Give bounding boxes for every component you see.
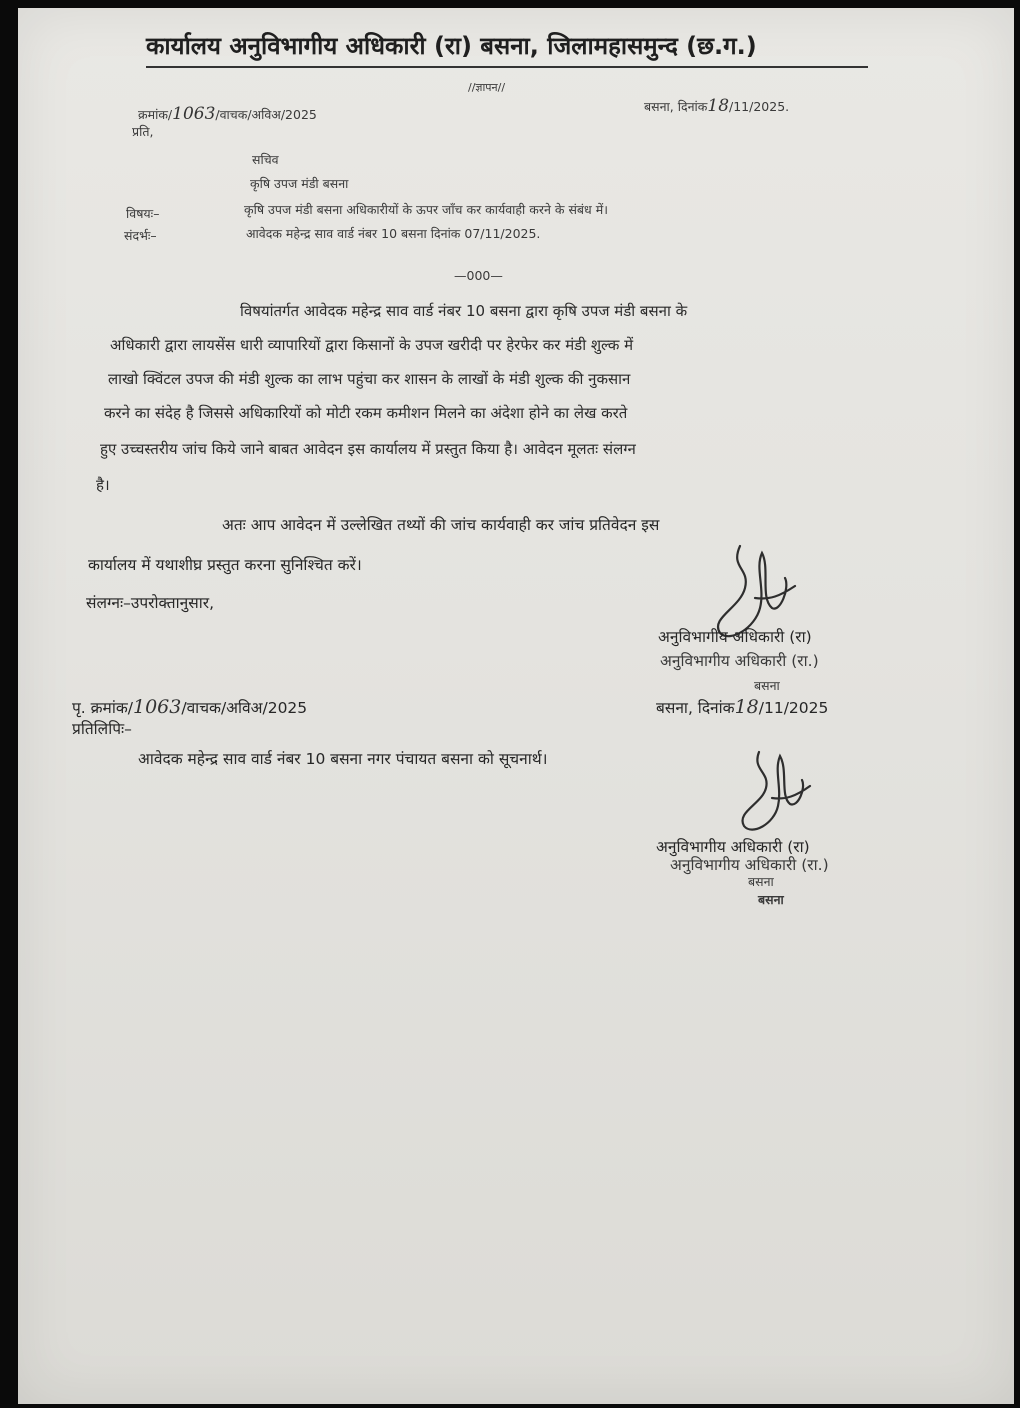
subject-label: विषयः– xyxy=(126,206,160,221)
reference-text: आवेदक महेन्द्र साव वार्ड नंबर 10 बसना दिनांक 07/11/2025. xyxy=(246,226,541,241)
ref-date: बसना, दिनांक18/11/2025. xyxy=(644,96,790,116)
copy-ref-number: पृ. क्रमांक/1063/वाचक/अविअ/2025 xyxy=(72,696,308,718)
para1-line: हुए उच्चस्तरीय जांच किये जाने बाबत आवेदन इस कार्यालय में प्रस्तुत किया है। आवेदन मूलतः संलग्न xyxy=(100,440,636,458)
subject-text: कृषि उपज मंडी बसना अधिकारीयों के ऊपर जाँच कर कार्यवाही करने के संबंध में। xyxy=(244,202,608,217)
para1-line: अधिकारी द्वारा लायसेंस धारी व्यापारियों द्वारा किसानों के उपज खरीदी पर हेरफेर कर मंडी शुल्क में xyxy=(110,336,634,354)
section-divider: —000— xyxy=(454,268,503,283)
copy-ref-number-handwritten: 1063 xyxy=(132,696,182,718)
memo-label: //ज्ञापन// xyxy=(468,81,506,94)
signature-1-stamp: अनुविभागीय अधिकारी (रा.) xyxy=(660,652,819,670)
copy-recipient-line: आवेदक महेन्द्र साव वार्ड नंबर 10 बसना नगर पंचायत बसना को सूचनार्थ। xyxy=(138,750,548,768)
copy-ref-date-handwritten: 18 xyxy=(734,696,759,718)
recipient-office: कृषि उपज मंडी बसना xyxy=(250,176,349,191)
title-underline xyxy=(146,66,868,68)
para1-line: विषयांतर्गत आवेदक महेन्द्र साव वार्ड नंबर 10 बसना द्वारा कृषि उपज मंडी बसना के xyxy=(240,302,688,320)
copy-label: प्रतिलिपिः– xyxy=(72,720,132,738)
office-title: कार्यालय अनुविभागीय अधिकारी (रा) बसना, जिलामहासमुन्द (छ.ग.) xyxy=(146,32,757,60)
para1-line: करने का संदेह है जिससे अधिकारियों को मोटी रकम कमीशन मिलने का अंदेशा होने का लेख करते xyxy=(104,404,628,422)
para2-line: कार्यालय में यथाशीघ्र प्रस्तुत करना सुनिश्चित करें। xyxy=(88,556,362,574)
signature-1-place: बसना xyxy=(754,678,780,693)
recipient-designation: सचिव xyxy=(252,152,279,167)
para2-line: अतः आप आवेदन में उल्लेखित तथ्यों की जांच कार्यवाही कर जांच प्रतिवेदन इस xyxy=(222,516,660,534)
signature-1-designation: अनुविभागीय अधिकारी (रा) xyxy=(658,628,812,646)
signature-2-place-stamp: बसना xyxy=(758,892,784,907)
signature-2-place: बसना xyxy=(748,874,774,889)
signature-2-mark xyxy=(724,742,824,842)
signature-2-stamp: अनुविभागीय अधिकारी (रा.) xyxy=(670,856,829,874)
signature-2-designation: अनुविभागीय अधिकारी (रा) xyxy=(656,838,810,856)
to-label: प्रति, xyxy=(132,124,154,139)
ref-number: क्रमांक/1063/वाचक/अविअ/2025 xyxy=(138,104,317,124)
para1-line: लाखो क्विंटल उपज की मंडी शुल्क का लाभ पहुंचा कर शासन के लाखों के मंडी शुल्क की नुकसान xyxy=(108,370,631,388)
ref-number-handwritten: 1063 xyxy=(172,104,216,124)
ref-date-handwritten: 18 xyxy=(707,96,730,116)
para1-line: है। xyxy=(96,476,110,494)
reference-label: संदर्भः– xyxy=(124,228,157,243)
copy-ref-date: बसना, दिनांक18/11/2025 xyxy=(656,696,829,718)
enclosure-note: संलग्नः–उपरोक्तानुसार, xyxy=(86,594,214,612)
letter-page xyxy=(18,8,1014,1404)
